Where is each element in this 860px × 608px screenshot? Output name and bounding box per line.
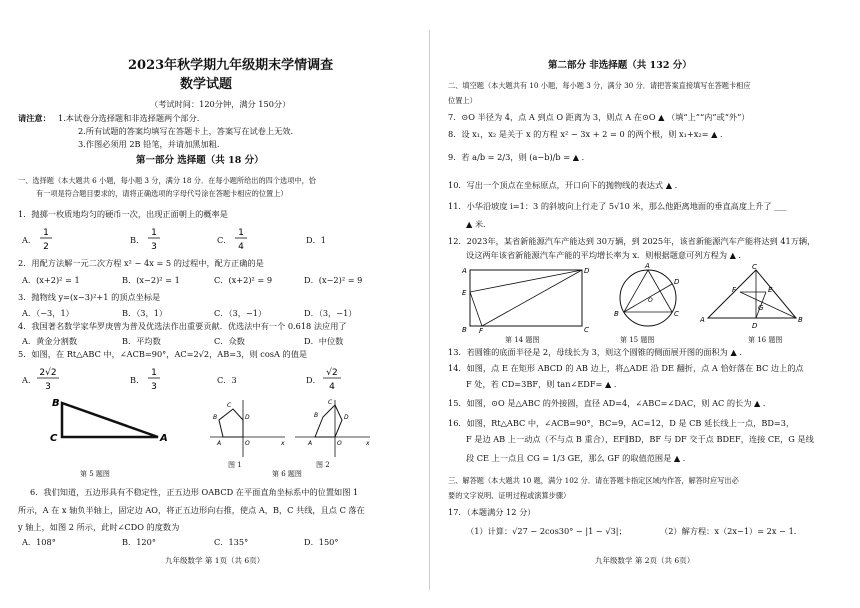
- svg-text:3: 3: [151, 242, 157, 252]
- question-13: 13．若圆锥的底面半径是 2，母线长为 3，则这个圆锥的侧面展开图的面积为 ▲ ．: [448, 347, 748, 357]
- question-10: 10．写出一个顶点在坐标原点，开口向下的抛物线的表达式 ▲ ．: [448, 180, 683, 190]
- svg-text:C: C: [328, 399, 333, 406]
- question-8: 8．设 x₁，x₂ 是关于 x 的方程 x² − 3x + 2 = 0 的两个根，则 x₁+x₂= ▲ ．: [448, 129, 729, 139]
- section2-intro-1: 二、填空题（本大题共有 10 小题，每小题 3 分，满分 30 分．请把答案直接填写在答题卡相应: [448, 81, 751, 90]
- q5-option-d: D．: [306, 375, 321, 385]
- notice-3: 3.作图必须用 2B 铅笔，并请加黑加粗.: [78, 139, 220, 149]
- svg-text:D: D: [344, 414, 349, 421]
- question-15: 15．如图，⊙O 是△ABC 的外接圆，直径 AD=4，∠ABC=∠DAC，则 AC 的长为 ▲ ．: [448, 398, 772, 408]
- q6-option-d: D．150°: [304, 537, 339, 547]
- question-5: 5．如图，在 Rt△ABC 中，∠ACB=90°，AC=2√2，AB=3，则 cosA 的值是: [18, 349, 308, 359]
- question-17: 17．（本题满分 12 分）: [448, 507, 536, 517]
- question-12-line-1: 12．2023年，某省新能源汽车产能达到 30万辆，到 2025年，该省新能源汽车产能将达到 41万辆，: [448, 236, 816, 246]
- svg-text:B: B: [314, 412, 319, 419]
- q4-option-c: C．众数: [214, 336, 245, 346]
- svg-text:O: O: [337, 440, 342, 447]
- section3-intro-1: 三、解答题（本大题共 10 题，满分 102 分．请在答题卡指定区域内作答，解答时应写出必: [448, 476, 739, 485]
- right-page-footer: 九年级数学 第 2页（共 6页）: [595, 556, 695, 565]
- figure-5-triangle: [40, 395, 180, 450]
- svg-text:B: B: [213, 414, 218, 421]
- svg-text:A: A: [645, 262, 650, 270]
- notice-1: 1.本试卷分选择题和非选择题两个部分.: [58, 113, 200, 123]
- q6-option-b: B．120°: [122, 537, 156, 547]
- svg-text:F: F: [732, 286, 737, 294]
- figure-14-caption: 第 14 题图: [505, 336, 540, 344]
- q5-option-a: A．: [22, 375, 37, 385]
- svg-text:C: C: [584, 326, 589, 334]
- svg-text:D: D: [245, 414, 250, 421]
- q1-option-d: D．1: [306, 235, 326, 245]
- q5-option-c: C．3: [217, 375, 237, 385]
- question-12-line-2: 设这两年该省新能源汽车产能的平均增长率为 x．则根据题意可列方程为 ▲ ．: [466, 250, 747, 260]
- svg-text:E: E: [768, 286, 773, 294]
- figure-15-circle: [608, 262, 688, 334]
- svg-text:4: 4: [329, 382, 335, 392]
- question-7: 7．⊙O 半径为 4，点 A 到点 O 距离为 3，则点 A 在⊙O ▲ （填“上”“内”或“外”）: [448, 112, 750, 122]
- q2-option-d: D．(x−2)² = 9: [304, 275, 363, 285]
- svg-text:E: E: [462, 289, 467, 297]
- question-14-line-2: F 处，若 CD=3BF，则 tan∠EDF= ▲ ．: [466, 379, 623, 389]
- figure-16-triangle: [700, 262, 810, 334]
- q1-option-b: B．: [130, 235, 145, 245]
- figure-15-caption: 第 15 题图: [620, 336, 655, 344]
- svg-text:C: C: [227, 402, 232, 409]
- section2-intro-2: 位置上）: [448, 96, 477, 105]
- question-16-line-3: 段 CE 上一点且 CG = 1/3 GE，那么 GF 的取值范围是 ▲ ．: [466, 453, 691, 463]
- q3-option-a: A．（−3，1）: [22, 308, 74, 318]
- q3-option-b: B．（3，1）: [122, 308, 168, 318]
- figure-5-caption: 第 5 题图: [80, 470, 110, 478]
- q1-fraction-b: [146, 225, 162, 253]
- svg-text:3: 3: [45, 382, 51, 392]
- svg-text:A: A: [700, 316, 705, 324]
- svg-text:B: B: [462, 326, 467, 334]
- svg-text:D: D: [752, 322, 758, 330]
- svg-text:D: D: [584, 267, 590, 275]
- svg-text:D: D: [674, 278, 680, 286]
- svg-text:C: C: [50, 433, 58, 444]
- section3-intro-2: 要的文字说明、证明过程或演算步骤）: [448, 491, 571, 500]
- svg-text:x: x: [281, 440, 285, 447]
- svg-text:1: 1: [151, 368, 157, 378]
- q1-fraction-a: [38, 225, 54, 253]
- svg-text:B: B: [614, 310, 619, 318]
- svg-text:O: O: [245, 440, 250, 447]
- svg-text:A: A: [217, 440, 222, 447]
- question-2: 2．用配方法解一元二次方程 x² − 4x = 5 的过程中，配方正确的是: [18, 258, 264, 268]
- svg-text:A: A: [160, 433, 168, 444]
- q1-fraction-c: [233, 225, 249, 253]
- q2-option-c: C．(x+2)² = 9: [214, 275, 273, 285]
- exam-subtitle: 数学试题: [180, 77, 233, 92]
- q2-option-b: B．(x−2)² = 1: [122, 275, 180, 285]
- svg-text:√2: √2: [326, 368, 338, 378]
- svg-text:x: x: [366, 440, 370, 447]
- q5-fraction-d: [322, 365, 342, 393]
- question-14-line-1: 14．如图，点 E 在矩形 ABCD 的 AB 边上，将△ADE 沿 DE 翻折，点 A 恰好落在 BC 边上的点: [448, 363, 804, 373]
- question-6-line-2: 所示，A 在 x 轴负半轴上，固定边 AO，将正五边形向右推，使点 A，B，C 共线，且点 C 落在: [18, 505, 365, 515]
- q1-option-a: A．: [22, 235, 37, 245]
- figure-16-caption: 第 16 题图: [748, 336, 783, 344]
- figure-6-1-pentagon: [205, 395, 290, 460]
- svg-text:B: B: [798, 316, 803, 324]
- left-page-footer: 九年级数学 第 1页（共 6页）: [165, 556, 265, 565]
- q3-option-d: D．（3，−1）: [304, 308, 357, 318]
- figure-14-rectangle: [460, 262, 595, 334]
- q4-option-b: B．平均数: [122, 336, 161, 346]
- question-6-line-1: 6．我们知道，五边形具有不稳定性，正五边形 OABCD 在平面直角坐标系中的位置如图 1: [30, 487, 359, 497]
- question-3: 3．抛物线 y=(x−3)²+1 的顶点坐标是: [18, 292, 161, 302]
- svg-text:1: 1: [43, 228, 49, 238]
- figure-6-2-caption: 图 2: [316, 461, 330, 469]
- q5-option-b: B．: [130, 375, 145, 385]
- svg-text:F: F: [479, 327, 484, 334]
- part1-heading: 第一部分 选择题（共 18 分）: [136, 155, 264, 166]
- q5-fraction-b: [146, 365, 162, 393]
- svg-text:A: A: [308, 440, 313, 447]
- question-17-part-1: （1）计算：√27 − 2cos30° − |1 − √3|；: [466, 526, 627, 536]
- question-1: 1．抛掷一枚质地均匀的硬币一次，出现正面朝上的概率是: [18, 209, 228, 219]
- question-16-line-1: 16．如图，Rt△ABC 中，∠ACB=90°，BC=9，AC=12，D 是 CB 延长线上一点，BD=3，: [448, 418, 795, 428]
- exam-info: （考试时间：120分钟，满分 150分）: [150, 99, 291, 109]
- question-9: 9．若 a/b = 2/3，则 (a−b)/b = ▲ ．: [448, 152, 590, 162]
- question-6-line-3: y 轴上，如图 2 所示，此时∠CDO 的度数为: [18, 522, 180, 532]
- question-11-line-1: 11．小华沿坡度 i=1：3 的斜坡向上行走了 5√10 米，那么他距离地面的垂直高度上升了 ___: [448, 201, 787, 211]
- q6-option-a: A．108°: [22, 537, 56, 547]
- q4-option-a: A．黄金分割数: [22, 336, 78, 346]
- section1-intro-2: 有一项是符合题目要求的，请将正确选项的字母代号涂在答题卡相应的位置上）: [36, 189, 288, 198]
- figure-6-caption: 第 6 题图: [272, 470, 302, 478]
- notice-2: 2.所有试题的答案均填写在答题卡上，答案写在试卷上无效.: [78, 126, 294, 136]
- q4-option-d: D．中位数: [304, 336, 344, 346]
- svg-text:1: 1: [151, 228, 157, 238]
- section1-intro-1: 一、选择题（本大题共 6 小题，每小题 3 分，满分 18 分．在每小题所给出的四个选项中，恰: [18, 176, 316, 185]
- part2-heading: 第二部分 非选择题（共 132 分）: [548, 60, 692, 71]
- svg-text:2√2: 2√2: [39, 368, 57, 378]
- svg-text:C: C: [674, 310, 679, 318]
- question-11-line-2: ▲ 米．: [466, 219, 492, 229]
- question-4: 4．我国著名数学家华罗庚曾为普及优选法作出重要贡献．优选法中有一个 0.618 法应用了: [18, 321, 347, 331]
- svg-text:3: 3: [151, 382, 157, 392]
- svg-text:O: O: [648, 297, 653, 304]
- svg-text:B: B: [52, 398, 60, 409]
- svg-text:2: 2: [43, 242, 49, 252]
- figure-6-1-caption: 图 1: [228, 461, 242, 469]
- svg-text:A: A: [462, 267, 467, 275]
- notice-label: 请注意：: [18, 113, 51, 123]
- question-17-part-2: （2）解方程：x（2x−1）= 2x − 1．: [660, 526, 802, 536]
- svg-text:C: C: [752, 263, 757, 271]
- q1-option-c: C．: [217, 235, 232, 245]
- right-page: [430, 0, 860, 608]
- exam-title: 2023年秋学期九年级期末学情调查: [128, 58, 334, 73]
- q6-option-c: C．135°: [214, 537, 249, 547]
- svg-text:G: G: [758, 304, 764, 312]
- q3-option-c: C．（3，−1）: [214, 308, 267, 318]
- figure-6-2-pentagon: [290, 395, 375, 460]
- q5-fraction-a: [36, 365, 60, 393]
- q2-option-a: A．(x+2)² = 1: [22, 275, 80, 285]
- question-16-line-2: F 是边 AB 上一动点（不与点 B 重合），EF∥BD，BF 与 DF 交于点 BDEF，连接 CE，G 是线: [466, 434, 814, 444]
- svg-text:1: 1: [238, 228, 244, 238]
- svg-text:4: 4: [238, 242, 244, 252]
